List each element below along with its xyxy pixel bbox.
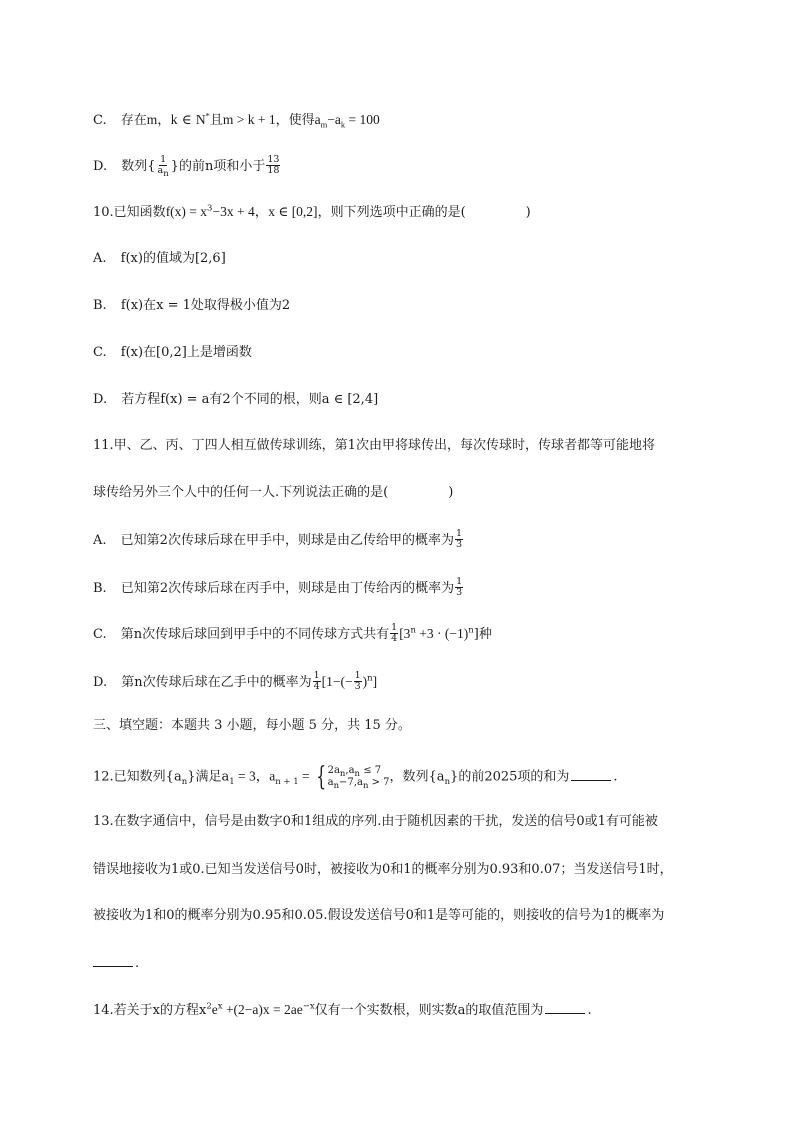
math: ) — [362, 674, 368, 689]
fraction — [266, 155, 280, 176]
denominator: 4 — [391, 633, 398, 644]
subscript: m — [320, 119, 328, 130]
denominator: 3 — [455, 539, 462, 550]
subscript: n + 1 — [275, 777, 299, 788]
superscript: −x — [302, 1001, 315, 1012]
numerator: 1 — [456, 576, 463, 587]
question-text: 14.若关于x的方程x — [93, 1003, 207, 1018]
paren-close: ) — [448, 485, 454, 500]
option-label: A. — [93, 251, 107, 266]
subscript: n — [163, 168, 169, 179]
q10-option-d — [93, 391, 378, 409]
option-text: ]种 — [473, 627, 492, 642]
brace-glyph: { — [316, 762, 327, 792]
subscript: n — [333, 781, 340, 791]
subscript: n — [444, 777, 451, 788]
math: = 100 — [345, 112, 380, 127]
denominator — [157, 165, 170, 179]
option-text: 第n次传球后球在乙手中的概率为 — [121, 675, 312, 690]
q11-option-c — [93, 624, 492, 645]
math: = — [298, 768, 314, 784]
option-label: D. — [93, 392, 108, 407]
denominator: 18 — [267, 165, 280, 176]
numerator: 13 — [267, 154, 280, 165]
math: ∈ — [181, 112, 192, 127]
superscript: 3 — [207, 203, 213, 214]
period: . — [135, 956, 140, 971]
q11-option-b — [93, 578, 464, 599]
option-text: f(x)的值域为[2,6] — [120, 251, 226, 266]
math: a — [314, 112, 321, 127]
section-3-heading: 三、填空题：本题共 3 小题，每小题 5 分，共 15 分。 — [93, 718, 411, 733]
option-text: 数列{ — [121, 159, 156, 174]
fraction — [354, 671, 362, 692]
subscript: n — [339, 769, 346, 779]
option-label: D. — [93, 675, 108, 690]
denominator: 4 — [313, 681, 320, 692]
denominator: 3 — [456, 587, 463, 598]
option-text: f(x)在[0,2]上是增函数 — [120, 345, 252, 360]
piecewise — [313, 764, 389, 790]
subscript: n — [181, 777, 188, 788]
period: . — [587, 1003, 592, 1018]
option-d-prev — [93, 156, 281, 177]
q10-option-c — [93, 344, 252, 362]
question-text: 球传给另外三个人中的任何一人.下列说法正确的是( — [93, 485, 389, 500]
case-text: −7,a — [339, 777, 363, 788]
superscript: n — [468, 625, 474, 636]
option-text: f(x)在x = 1处取得极小值为2 — [120, 298, 291, 313]
option-label: A. — [93, 533, 107, 548]
option-label: C. — [93, 627, 107, 642]
fraction — [455, 529, 463, 550]
option-label: D. — [93, 159, 108, 174]
denominator: 3 — [354, 681, 361, 692]
option-c-prev — [93, 111, 380, 130]
question-10-stem — [93, 203, 531, 222]
math — [314, 112, 380, 130]
question-13-line1: 13.在数字通信中，信号是由数字0和1组成的序列.由于随机因素的干扰，发送的信号0或1有可能被 — [93, 814, 658, 829]
question-text: 仅有一个实数根，则实数a的取值范围为 — [314, 1003, 544, 1018]
answer-blank[interactable] — [93, 954, 133, 967]
option-text: 已知第2次传球后球在甲手中，则球是由乙传给甲的概率为 — [120, 533, 454, 548]
answer-blank[interactable] — [571, 768, 611, 781]
superscript: 2 — [206, 1001, 212, 1012]
math: m，k — [146, 112, 178, 127]
question-text: }满足a — [187, 769, 230, 785]
case-1 — [328, 765, 390, 777]
option-label: B. — [93, 581, 107, 596]
superscript: * — [205, 110, 210, 121]
denominator-base: a — [157, 165, 164, 176]
math: +3 · (−1) — [415, 626, 469, 641]
fraction — [390, 623, 398, 644]
fraction — [313, 671, 321, 692]
superscript: n — [367, 673, 373, 684]
fraction — [157, 154, 170, 179]
question-text: ，数列{a — [389, 769, 445, 785]
numerator: 1 — [313, 670, 320, 681]
option-text: 且 — [209, 113, 223, 128]
math — [196, 112, 210, 127]
answer-blank[interactable] — [545, 1001, 585, 1014]
math: [1−(− — [321, 674, 353, 689]
option-label: C. — [93, 113, 107, 128]
paren-close: ) — [525, 205, 531, 220]
option-text: ，使得 — [275, 113, 315, 128]
question-12 — [93, 764, 618, 790]
option-text: 第n次传球后球回到甲手中的不同传球方式共有 — [120, 627, 390, 642]
option-text: 已知第2次传球后球在丙手中，则球是由丁传给丙的概率为 — [120, 581, 455, 596]
math: e — [211, 1002, 218, 1017]
question-text: }的前2025项的和为 — [450, 769, 570, 785]
case-2 — [328, 777, 390, 789]
case-text: a — [327, 777, 334, 788]
numerator: 1 — [391, 622, 398, 633]
subscript: n — [354, 769, 361, 779]
question-11-line1: 11.甲、乙、丙、丁四人相互做传球训练，第1次由甲将球传出，每次传球时，传球者都等可能地将 — [93, 438, 655, 453]
math: = 3，a — [234, 768, 276, 784]
math: +(2−a)x = 2ae — [222, 1002, 303, 1017]
numerator: 1 — [354, 670, 361, 681]
option-text: 若方程f(x) = a有2个不同的根，则a ∈ [2,4] — [121, 392, 379, 407]
math: m > k + 1 — [222, 112, 276, 127]
question-14 — [93, 1001, 592, 1020]
q11-option-d — [93, 672, 377, 693]
numerator: 1 — [455, 528, 462, 539]
q10-option-b — [93, 297, 290, 315]
numerator: 1 — [160, 154, 167, 165]
q11-option-a — [93, 530, 464, 551]
question-text: ，则下列选项中正确的是( — [317, 205, 466, 220]
subscript: k — [340, 119, 346, 130]
math: f(x) = x — [165, 204, 208, 219]
option-text: }的前n项和小于 — [170, 159, 266, 174]
option-text: 存在 — [120, 113, 147, 128]
question-text: 10.已知函数 — [93, 205, 166, 220]
period: . — [613, 769, 618, 785]
math: N — [195, 112, 206, 127]
question-13-line4 — [93, 954, 139, 973]
fraction — [455, 577, 463, 598]
subscript: 1 — [229, 777, 235, 788]
case-text: ,a — [345, 765, 355, 776]
math: ] — [372, 674, 378, 689]
case-text: 2a — [327, 765, 340, 776]
case-text: > 7 — [368, 777, 390, 788]
subscript: n — [362, 781, 369, 791]
q10-option-a — [93, 250, 226, 268]
question-11-line2 — [93, 484, 453, 502]
case-text: ≤ 7 — [360, 765, 382, 776]
option-label: C. — [93, 345, 107, 360]
question-text: 12.已知数列{a — [93, 769, 182, 785]
question-13-line2: 错误地接收为1或0.已知当发送信号0时，被接收为0和1的概率分别为0.93和0.07；当发送信号1时， — [93, 862, 673, 877]
math: −3x + 4，x ∈ [0,2] — [212, 204, 318, 219]
math: −a — [327, 112, 341, 127]
superscript: n — [410, 625, 416, 636]
question-13-line3: 被接收为1和0的概率分别为0.95和0.05.假设发送信号0和1是等可能的，则接收的信号为1的概率为 — [93, 908, 665, 923]
superscript: x — [217, 1001, 223, 1012]
math: [3 — [399, 626, 411, 641]
option-label: B. — [93, 298, 107, 313]
cases — [328, 765, 390, 789]
